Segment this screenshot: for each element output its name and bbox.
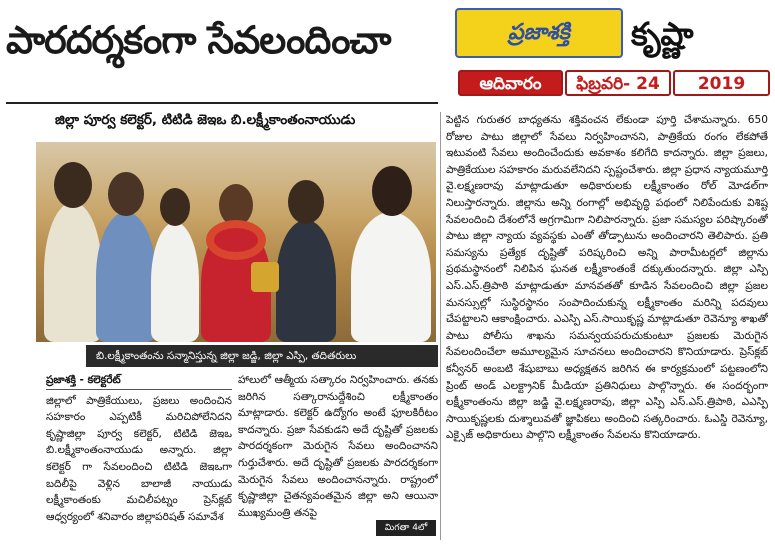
garland [206,220,266,260]
headline-rule [6,102,438,104]
masthead [455,6,770,62]
subheadline: జిల్లా పూర్వ కలెక్టర్, టిటిడి జెఇఒ బి.లక్ష్మీకాంతంనాయుడు [55,112,356,128]
date-date: ఫిబ్రవరి- 24 [565,70,671,96]
date-day: ఆదివారం [458,70,563,96]
edition-name: కృష్ణా [631,15,694,53]
date-bar [458,70,770,96]
newspaper-logo: ప్రజాశక్తి [455,8,623,58]
dateline: ప్రజాశక్తి - కలెక్టరేట్ [46,372,232,390]
photo-person [351,212,431,342]
memento [251,262,279,292]
photo-person [96,212,156,342]
column-left-text: జిల్లాలో పాత్రికేయులు, ప్రజలు అందించిన సహకారం ఎప్పటికీ మరిచిపోలేనిదని కృష్ణాజిల్లా పూర్వ కలెక్టర్, టిటిడి జెఇఒ బి.లక్ష్మీకాంతంనాయుడు అన్నారు. జిల్లా కలెక్టర్ గా సేవలందించి టిటిడి జెఇఒగా బదిలీపై వెళ్లిన బాలాజీ నాయుడు లక్ష్మీకాంతంకు మచిలీపట్నం ప్రెస్‌క్లబ్ ఆధ్వర్యంలో శనివారం జిల్లాపరిషత్ సమావేశ [46,394,232,523]
photo-person [151,222,199,342]
date-year: 2019 [673,70,770,96]
headline: పారదర్శకంగా సేవలందించా [6,18,391,62]
photo-head [108,172,144,216]
article-column-right: పెట్టిన గురుతర బాధ్యతను శక్తివంచన లేకుండా పూర్తి చేశామన్నారు. 650 రోజుల పాటు జిల్లాలో సేవలు నిర్వహించానని, పాత్రికేయ రంగం లేకపోతే ఇటువంటి సేవలు అందించేందుకు అవకాశం కలిగేది కాదన్నారు. జిల్లా ప్రజలు, పాత్రికేయుల సహకారం మరువలేనిదని స్పష్టంచేశారు. జిల్లా ప్రధాన న్యాయమూర్తి వై.లక్ష్మణరావు మాట్లాడుతూ అధికారులకు లక్ష్మీకాంతం రోల్ మోడల్‌గా నిలుస్తారన్నారు. జిల్లాను అన్ని రంగాల్లో అభివృద్ధి పథంలో నిలిపేందుకు విశిష్ట సేవలందించి దేశంలోనే అగ్రగామిగా నిలిపారన్నారు. ప్రజా సమస్యల పరిష్కారంతో పాటు జిల్లా న్యాయ వ్యవస్థకు ఎంతో తోడ్పాటును అందించారని తెలిపారు. ప్రతి సమస్యను ప్రత్యేక దృష్టితో పరిష్కరించి అన్ని పారామీటర్లలో జిల్లాను ప్రథమస్థానంలో నిలిపిన ఘనత లక్ష్మీకాంతంకే దక్కుతుందన్నారు. జిల్లా ఎస్పి ఎస్.ఎస్.త్రిపాఠి మాట్లాడుతూ మానవతతో కూడిన సేవలందించి జిల్లా ప్రజల మనస్సుల్లో సుస్థిరస్థానం సంపాదించుకున్న లక్ష్మీకాంతం మరిన్ని పదవులు చేపట్టాలని ఆకాంక్షించారు. ఎఎస్పి ఎస్.సాయికృష్ణ మాట్లాడుతూ రెవెన్యూ శాఖతో పాటు పోలీసు శాఖను సమన్వయపరుచుకుంటూ ప్రజలకు మెరుగైన సేవలందించేలా అమూల్యమైన సూచనలు అందించారని కొనియాడారు. ప్రెస్‌క్లబ్ కన్వీనర్ అంబటి శేషుబాబు అధ్యక్షతన జరిగిన ఈ కార్యక్రమంలో పట్టణంలోని ప్రింట్ అండ్ ఎలక్ట్రానిక్ మీడియా ప్రతినిధులు పాల్గొన్నారు. ఈ సందర్భంగా లక్ష్మీకాంతంను జిల్లా జడ్జి వై.లక్ష్మణరావు, జిల్లా ఎస్పి ఎస్.ఎస్.త్రిపాఠి, ఎఎస్పి సాయికృష్ణలకు దుశ్శాలువతో జ్ఞాపికలు అందించి సత్కరించారు. ఓఎస్డి రెవెన్యూ, ఎక్సైజ్ అధికారులు పాల్గొని లక్ష్మీకాంతం సేవలను కొనియాడారు. [446,114,768,442]
article-column-middle: హాలులో ఆత్మీయ సత్కారం నిర్వహించారు. తనకు జరిగిన సత్కారానుద్దేశించి లక్ష్మీకాంతం మాట్లాడారు. కలెక్టర్ ఉద్యోగం అంటే ఫూలకిరీటం కాదన్నారు. ప్రజా సేవకుడని అదే దృష్టితో ప్రజలకు పారదర్శకంగా మెరుగైన సేవలు అందించానని గుర్తుచేశారు. అదే దృష్టితో ప్రజలకు పారదర్శకంగా మెరుగైన సేవలు అందించానన్నారు. రాష్ట్రంలో కృష్ణాజిల్లా చైతన్యవంతమైన జిల్లా అని ఆయినా ముఖ్యమంత్రి తనపై [238,374,438,519]
column-separator [440,112,441,540]
photo-head [160,188,190,226]
photo-person [276,220,336,342]
photo-head [54,162,92,208]
photo-head [372,166,412,216]
continued-tag: మిగతా 4లో [376,520,436,536]
news-photo [36,142,436,342]
photo-caption: బి.లక్ష్మీకాంతంను సన్మానిస్తున్న జిల్లా జడ్జి, జిల్లా ఎస్పి, తదితరులు [86,345,438,367]
photo-person [44,202,102,342]
photo-head [288,180,324,224]
article-column-left [46,372,232,540]
